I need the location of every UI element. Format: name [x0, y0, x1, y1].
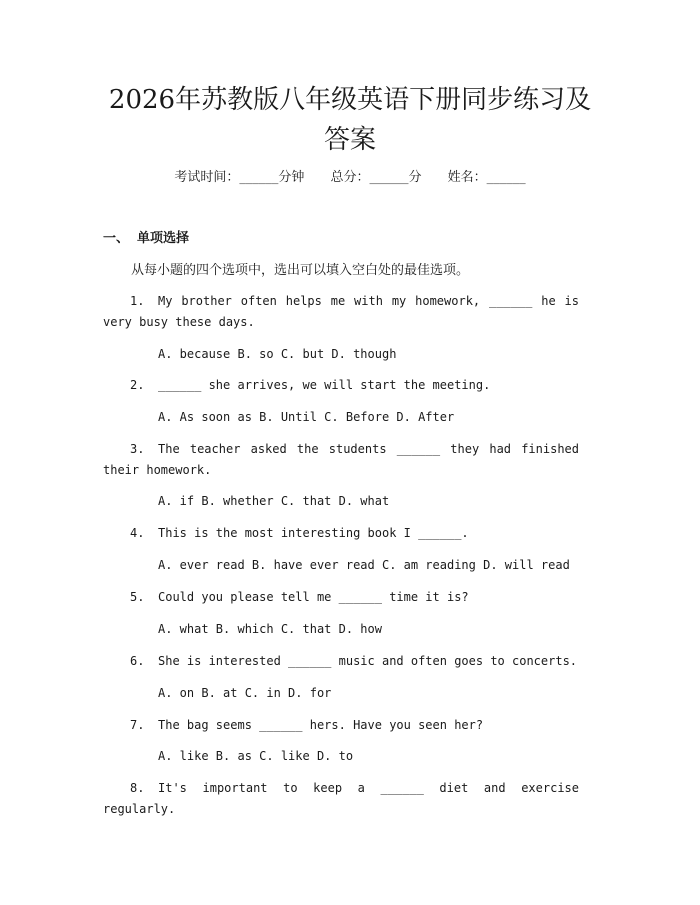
- total-score-label: 总分：______分: [330, 170, 422, 185]
- question-text: The teacher asked the students ______ they had finished their homework.: [103, 442, 579, 477]
- question-number: 8.: [130, 781, 145, 795]
- exam-time-label: 考试时间：______分钟: [174, 170, 305, 185]
- question-number: 5.: [130, 590, 145, 604]
- question-item: [103, 375, 579, 396]
- question-options: A. ever read B. have ever read C. am reading D. will read: [158, 558, 570, 572]
- question-options: A. because B. so C. but D. though: [158, 347, 397, 361]
- question-number: 3.: [130, 442, 145, 456]
- question-item: [103, 587, 579, 608]
- section-instruction: 从每小题的四个选项中，选出可以填入空白处的最佳选项。: [131, 263, 470, 278]
- question-number: 2.: [130, 378, 145, 392]
- student-name-label: 姓名：______: [447, 170, 526, 185]
- document-title: 2026年苏教版八年级英语下册同步练习及答案: [108, 85, 592, 155]
- question-item: [103, 651, 579, 672]
- section-number: 一、: [103, 231, 130, 246]
- question-options: A. on B. at C. in D. for: [158, 686, 332, 700]
- section-heading: [103, 229, 189, 249]
- question-number: 1.: [130, 294, 145, 308]
- question-item: [103, 715, 579, 736]
- question-item: [103, 778, 579, 820]
- question-text: She is interested ______ music and often goes to concerts.: [158, 654, 578, 668]
- question-options: A. like B. as C. like D. to: [158, 749, 354, 763]
- exam-meta: [0, 168, 700, 188]
- question-options: A. what B. which C. that D. how: [158, 622, 382, 636]
- question-item: [103, 523, 579, 544]
- question-text: The bag seems ______ hers. Have you seen her?: [158, 718, 484, 732]
- question-text: It's important to keep a ______ diet and exercise regularly.: [103, 781, 579, 816]
- question-text: This is the most interesting book I ______.: [158, 526, 469, 540]
- question-text: My brother often helps me with my homework, ______ he is very busy these days.: [103, 294, 579, 329]
- question-number: 6.: [130, 654, 145, 668]
- question-options: A. if B. whether C. that D. what: [158, 494, 390, 508]
- question-text: Could you please tell me ______ time it is?: [158, 590, 469, 604]
- section-title: 单项选择: [137, 231, 190, 246]
- question-number: 4.: [130, 526, 145, 540]
- question-number: 7.: [130, 718, 145, 732]
- question-options: A. As soon as B. Until C. Before D. After: [158, 410, 455, 424]
- question-item: [103, 291, 579, 333]
- question-text: ______ she arrives, we will start the meeting.: [158, 378, 491, 392]
- question-item: [103, 439, 579, 481]
